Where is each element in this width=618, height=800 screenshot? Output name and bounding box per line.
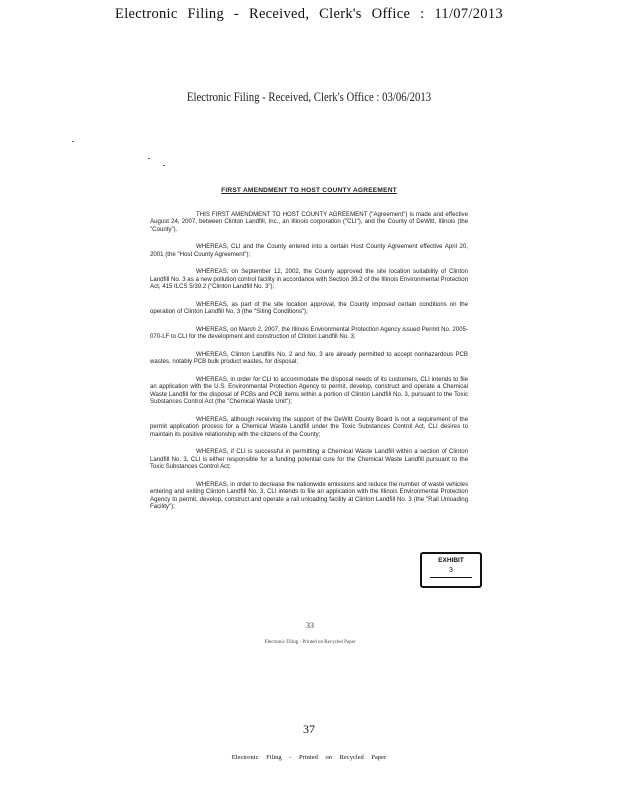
scan-speck bbox=[163, 165, 165, 166]
recital-paragraph: WHEREAS, in order for CLI to accommodate the disposal needs of its customers, CLI intends to file an application with the U.S. Environmental Protection Agency to permit, develop, construct and operate a Chemical Waste Landfill for the disposal of PCBs and PCB items within a portion of Clinton Landfill No. 3, pursuant to the Toxic Substances Control Act (the "Chemical Waste Unit"); bbox=[150, 375, 468, 405]
outer-footer: Electronic Filing - Printed on Recycled Paper bbox=[231, 754, 387, 761]
recital-paragraph: WHEREAS, although receiving the support of the DeWitt County Board is not a requirement of the permit application process for a Chemical Waste Landfill under the Toxic Substances Control Act, CLI desires to maintain its positive relationship with the citizens of the County; bbox=[150, 415, 468, 438]
exhibit-underline bbox=[430, 577, 472, 578]
inner-footer: Electronic Filing - Printed on Recycled Paper bbox=[264, 640, 356, 645]
outer-filing-header: Electronic Filing - Received, Clerk's Office : 11/07/2013 bbox=[115, 6, 503, 22]
exhibit-number: 3 bbox=[449, 567, 453, 574]
exhibit-label: EXHIBIT bbox=[438, 557, 464, 564]
recital-paragraph: WHEREAS, if CLI is successful in permitting a Chemical Waste Landfill within a section of Clinton Landfill No. 3, CLI is either responsible for a funding potential cure for the Chemical Waste Landfill pursuant to the Toxic Substances Control Act; bbox=[150, 448, 468, 470]
exhibit-sticker bbox=[420, 552, 482, 588]
scan-speck bbox=[72, 141, 74, 142]
outer-page-number: 37 bbox=[303, 722, 315, 736]
recital-paragraph: WHEREAS, in order to decrease the nationwide emissions and reduce the number of waste vehicles entering and exiting Clinton Landfill No. 3, CLI intends to file an application with the Illinois Environmental Protection Agency to permit, develop, construct and operate a rail unloading facility at Clinton Landfill No. 3 (the "Rail Unloading Facility"); bbox=[150, 480, 468, 510]
recital-paragraph: WHEREAS, as part of the site location approval, the County imposed certain conditions on the operation of Clinton Landfill No. 3 (the "Siting Conditions"); bbox=[150, 300, 468, 315]
recital-paragraph: WHEREAS, Clinton Landfills No. 2 and No. 3 are already permitted to accept nonhazardous PCB wastes, notably PCB bulk product wastes, for disposal; bbox=[150, 350, 468, 365]
scan-speck bbox=[148, 158, 150, 159]
inner-filing-header: Electronic Filing - Received, Clerk's Office : 03/06/2013 bbox=[186, 90, 432, 104]
recital-paragraph: WHEREAS, on March 2, 2007, the Illinois Environmental Protection Agency issued Permit No. 2005-070-LF to CLI for the development and construction of Clinton Landfill No. 3; bbox=[150, 325, 468, 340]
document-title: FIRST AMENDMENT TO HOST COUNTY AGREEMENT bbox=[221, 187, 397, 194]
intro-paragraph: THIS FIRST AMENDMENT TO HOST COUNTY AGREEMENT ("Agreement") is made and effective August 24, 2007, between Clinton Landfill, Inc., an Illinois corporation ("CLI"), and the County of DeWitt, Illinois (the "County"). bbox=[150, 210, 468, 233]
inner-page-number: 33 bbox=[306, 621, 314, 630]
recital-paragraph: WHEREAS, on September 12, 2002, the County approved the site location suitability of Clinton Landfill No. 3 as a new pollution control facility in accordance with Section 39.2 of the Illinois Environmental Protection Act, 415 ILCS 5/39.2 ("Clinton Landfill No. 3"); bbox=[150, 268, 468, 290]
recital-paragraph: WHEREAS, CLI and the County entered into a certain Host County Agreement effective April 20, 2001 (the "Host County Agreement"); bbox=[150, 243, 468, 258]
amendment-document bbox=[150, 187, 468, 521]
